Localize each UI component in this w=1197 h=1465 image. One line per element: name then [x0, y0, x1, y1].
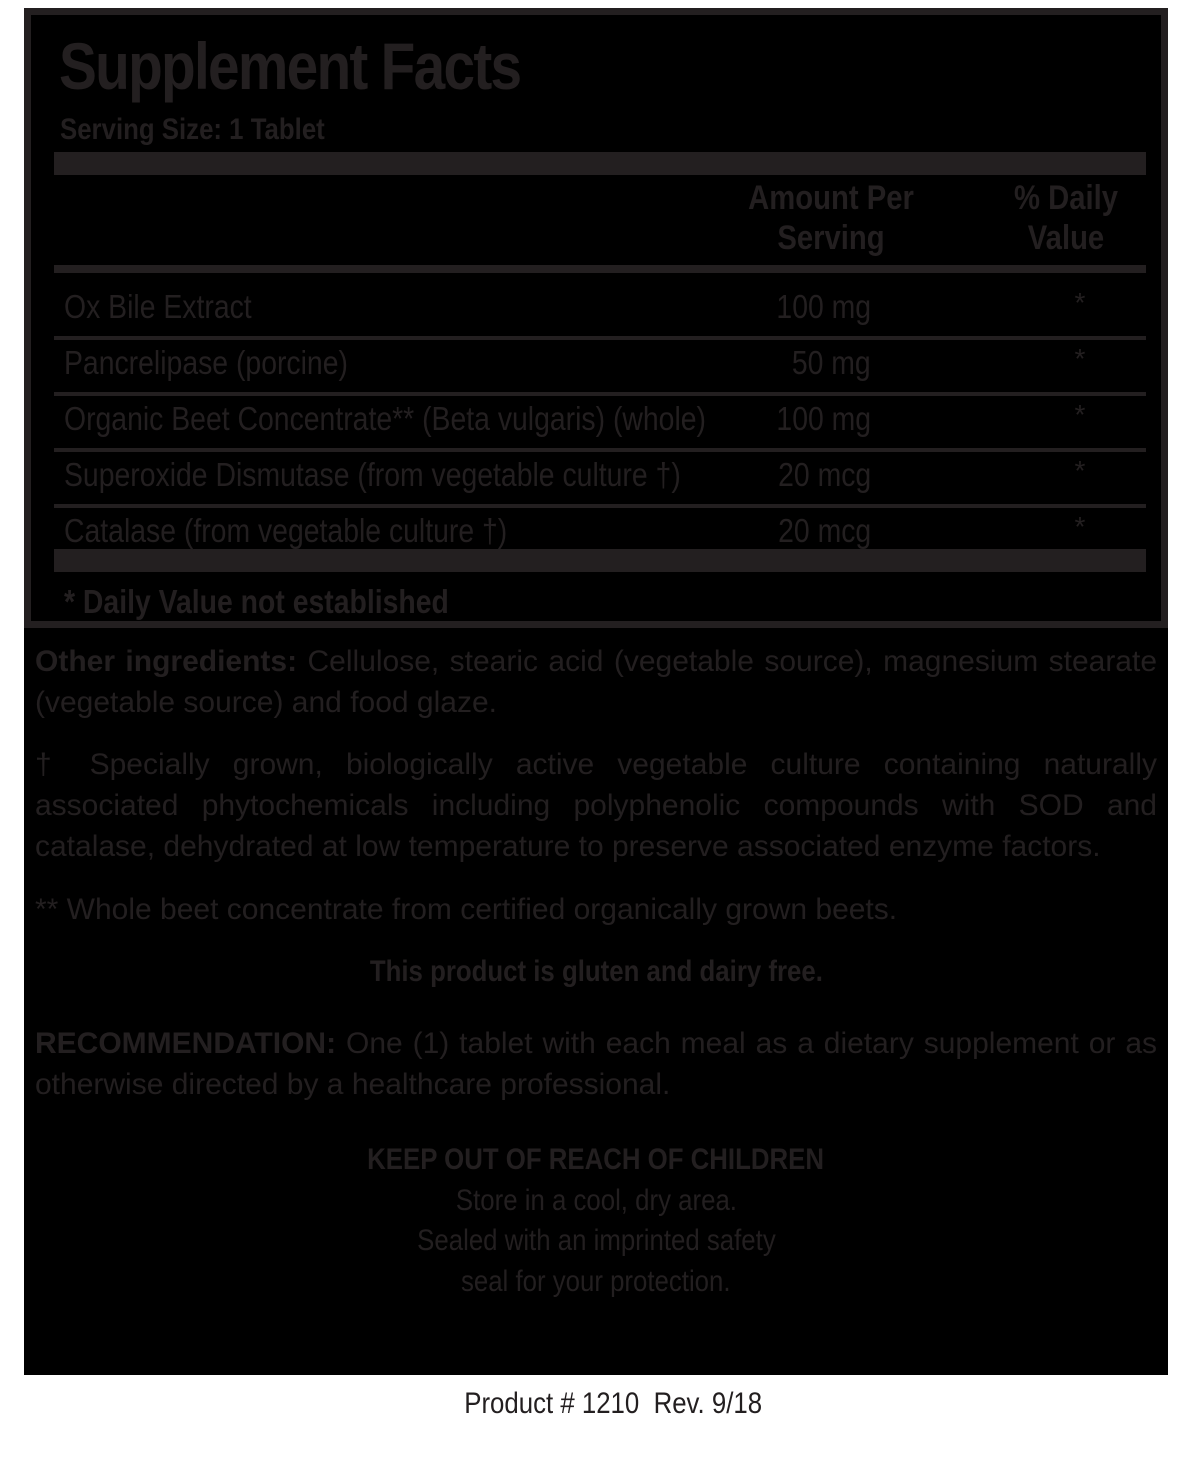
ingredient-daily-value: *: [1074, 343, 1086, 374]
ingredient-daily-value: *: [1074, 511, 1086, 542]
ingredient-daily-value: *: [1074, 455, 1086, 486]
row-divider: [54, 504, 1146, 508]
ingredient-amount: 100 mg: [776, 288, 871, 325]
ingredient-name: Superoxide Dismutase (from vegetable culture †): [64, 456, 681, 493]
daily-value-footnote: * Daily Value not established: [64, 583, 449, 620]
row-divider: [54, 392, 1146, 396]
double-star-note: ** Whole beet concentrate from certified organically grown beets.: [35, 893, 898, 926]
thick-divider-bottom: [54, 549, 1146, 572]
product-info-text: Product # 1210 Rev. 9/18: [463, 1387, 762, 1420]
serving-size: Serving Size: 1 Tablet: [60, 113, 325, 146]
product-info: [24, 1342, 1168, 1465]
storage-instruction: [24, 1180, 1168, 1221]
allergen-statement-text: This product is gluten and dairy free.: [369, 955, 823, 988]
recommendation: [35, 1023, 1157, 1105]
ingredient-amount: 20 mcg: [777, 512, 871, 549]
column-header-amount-line1: Amount Per: [748, 179, 914, 217]
other-ingredients-label: Other ingredients:: [35, 645, 298, 678]
seal-notice-line1-text: Sealed with an imprinted safety: [416, 1224, 776, 1257]
supplement-facts-panel: [24, 8, 1168, 628]
other-ingredients: [35, 641, 1157, 723]
ingredient-amount: 50 mg: [792, 344, 871, 381]
allergen-statement: [24, 951, 1168, 992]
other-ingredients-text: Cellulose, stearic acid (vegetable source), magnesium stearate (vegetable source) and food glaze.: [35, 645, 1158, 719]
seal-notice-line2: [24, 1261, 1168, 1302]
ingredient-amount: 20 mcg: [777, 456, 871, 493]
recommendation-text: One (1) tablet with each meal as a dietary supplement or as otherwise directed by a healthcare professional.: [35, 1027, 1157, 1101]
warning-heading-text: KEEP OUT OF REACH OF CHILDREN: [367, 1143, 825, 1176]
column-header-dv-line2: Value: [1027, 219, 1105, 257]
ingredient-daily-value: *: [1074, 287, 1086, 318]
ingredient-daily-value: *: [1074, 399, 1086, 430]
ingredient-name: Pancrelipase (porcine): [64, 344, 348, 381]
ingredient-name: Organic Beet Concentrate** (Beta vulgaris) (whole): [64, 400, 707, 437]
storage-instruction-text: Store in a cool, dry area.: [455, 1184, 737, 1217]
header-divider: [54, 265, 1146, 273]
supplement-label: [24, 8, 1168, 1420]
warning-heading: [24, 1139, 1168, 1180]
seal-notice-line1: [24, 1220, 1168, 1261]
column-header-amount-line2: Serving: [777, 219, 885, 257]
ingredient-name: Catalase (from vegetable culture †): [64, 512, 508, 549]
column-header-amount: [736, 178, 925, 258]
recommendation-label: RECOMMENDATION:: [35, 1027, 337, 1060]
column-header-daily-value: [993, 178, 1139, 258]
row-divider: [54, 448, 1146, 452]
dagger-note: † Specially grown, biologically active vegetable culture containing naturally associated phytochemicals including polyphenolic compounds with SOD and catalase, dehydrated at low temperature to preserve associated enzyme factors.: [35, 748, 1157, 863]
ingredient-name: Ox Bile Extract: [64, 288, 252, 325]
row-divider: [54, 336, 1146, 340]
panel-title: Supplement Facts: [59, 29, 521, 103]
column-header-dv-line1: % Daily: [1013, 179, 1119, 217]
ingredient-amount: 100 mg: [776, 400, 871, 437]
seal-notice-line2-text: seal for your protection.: [461, 1265, 731, 1298]
thick-divider-top: [54, 152, 1146, 175]
